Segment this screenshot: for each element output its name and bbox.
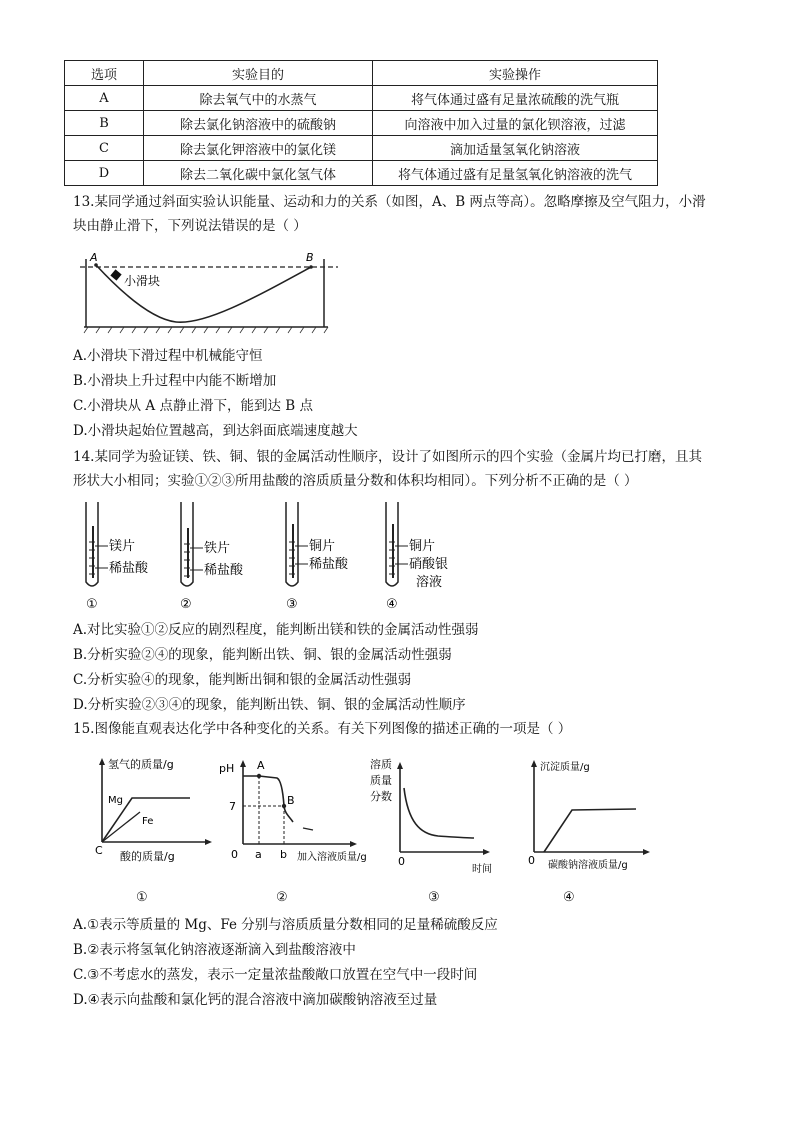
- block-label: 小滑块: [124, 274, 161, 288]
- table-cell: 除去氧气中的水蒸气: [144, 86, 373, 111]
- q14-option-d: D.分析实验②③④的现象，能判断出铁、铜、银的金属活动性顺序: [73, 697, 466, 713]
- graph-1-number: ①: [136, 890, 148, 905]
- graph-3-curve: [404, 788, 474, 838]
- graph-2-curve: [243, 776, 293, 822]
- q13-option-d: D.小滑块起始位置越高，到达斜面底端速度越大: [73, 423, 358, 439]
- point-b-label: B: [306, 251, 314, 264]
- options-table: [64, 60, 658, 186]
- tube-3-solution: 稀盐酸: [309, 557, 349, 572]
- graph-2-tail: [303, 828, 313, 830]
- graph-4-curve: [544, 809, 636, 852]
- q14-option-c: C.分析实验④的现象，能判断出铜和银的金属活动性强弱: [73, 672, 412, 688]
- tube-4-metal: 铜片: [409, 539, 436, 554]
- graph-1-line-fe: [102, 812, 140, 842]
- graph-3-ylabel-1: 溶质: [370, 758, 392, 771]
- q15-option-d: D.④表示向盐酸和氯化钙的混合溶液中滴加碳酸钠溶液至过量: [73, 992, 438, 1008]
- test-tubes-figure: [76, 498, 456, 613]
- graph-2: [215, 752, 375, 877]
- test-tube-4: [386, 502, 448, 612]
- graph-1-mg-label: Mg: [108, 795, 123, 806]
- graph-3-ylabel-3: 分数: [370, 790, 392, 803]
- table-header: 选项: [65, 61, 144, 86]
- graph-1-ylabel: 氢气的质量/g: [108, 758, 174, 771]
- q15-option-a: A.①表示等质量的 Mg、Fe 分别与溶质质量分数相同的足量稀硫酸反应: [73, 917, 498, 933]
- q14-stem-line1: 14.某同学为验证镁、铁、铜、银的金属活动性顺序，设计了如图所示的四个实验（金属片均已打磨，且其: [73, 449, 702, 465]
- graph-4-number: ④: [563, 890, 575, 905]
- tube-1-solution: 稀盐酸: [109, 561, 149, 576]
- slider-block: [110, 269, 121, 280]
- test-tube-3: [286, 502, 349, 612]
- graph-2-tick-b: b: [280, 848, 287, 861]
- q13-option-b: B.小滑块上升过程中内能不断增加: [73, 373, 277, 389]
- table-header-row: [65, 61, 658, 86]
- graph-2-number: ②: [276, 890, 288, 905]
- graph-2-seven: 7: [229, 800, 236, 813]
- graph-3: [368, 752, 498, 877]
- table-cell: C: [65, 136, 144, 161]
- table-header: 实验操作: [373, 61, 658, 86]
- table-row: [65, 111, 658, 136]
- table-row: [65, 86, 658, 111]
- q15-option-b: B.②表示将氢氧化钠溶液逐渐滴入到盐酸溶液中: [73, 942, 356, 958]
- graph-4-ylabel: 沉淀质量/g: [540, 762, 590, 773]
- table-row: [65, 161, 658, 186]
- tube-2-number: ②: [180, 597, 192, 612]
- tube-4-solution-line2: 溶液: [416, 575, 443, 590]
- graph-1-origin: C: [95, 844, 103, 857]
- tube-4-number: ④: [386, 597, 398, 612]
- graph-1-fe-label: Fe: [142, 816, 154, 827]
- tube-1-number: ①: [86, 597, 98, 612]
- tube-2-solution: 稀盐酸: [204, 563, 244, 578]
- q14-option-a: A.对比实验①②反应的剧烈程度，能判断出镁和铁的金属活动性强弱: [73, 622, 479, 638]
- graph-2-label-b: B: [287, 794, 295, 807]
- q14-stem-line2: 形状大小相同；实验①②③所用盐酸的溶质质量分数和体积均相同）。下列分析不正确的是（ ）: [73, 473, 638, 489]
- table-cell: D: [65, 161, 144, 186]
- table-cell: A: [65, 86, 144, 111]
- tube-4-solution: 硝酸银: [409, 557, 449, 572]
- graph-2-label-a: A: [257, 759, 265, 772]
- graph-3-xlabel: 时间: [472, 864, 492, 875]
- q13-option-c: C.小滑块从 A 点静止滑下，能到达 B 点: [73, 398, 313, 414]
- table-header: 实验目的: [144, 61, 373, 86]
- table-cell: 除去氯化钾溶液中的氯化镁: [144, 136, 373, 161]
- tube-3-metal: 铜片: [309, 539, 336, 554]
- graph-4-xlabel: 碳酸钠溶液质量/g: [548, 860, 628, 871]
- table-cell: B: [65, 111, 144, 136]
- graph-4: [520, 752, 660, 877]
- point-a-label: A: [90, 251, 98, 264]
- q13-stem-line2: 块由静止滑下，下列说法错误的是（ ）: [73, 218, 307, 234]
- graph-3-origin: 0: [398, 855, 405, 868]
- graph-4-origin: 0: [528, 854, 535, 867]
- table-cell: 向溶液中加入过量的氯化钡溶液，过滤: [373, 111, 658, 136]
- graph-1: [90, 752, 220, 877]
- table-row: [65, 136, 658, 161]
- ground-hatch: [84, 327, 328, 333]
- test-tube-2: [180, 502, 244, 612]
- point-b-dot: [309, 265, 313, 269]
- graph-1-xlabel: 酸的质量/g: [120, 850, 175, 863]
- tube-1-metal: 镁片: [109, 539, 136, 554]
- slope-figure: [76, 247, 338, 335]
- q15-option-c: C.③不考虑水的蒸发，表示一定量浓盐酸敞口放置在空气中一段时间: [73, 967, 478, 983]
- table-cell: 滴加适量氢氧化钠溶液: [373, 136, 658, 161]
- tube-3-number: ③: [286, 597, 298, 612]
- q13-stem-line1: 13.某同学通过斜面实验认识能量、运动和力的关系（如图，A、B 两点等高）。忽略摩擦及空气阻力，小滑: [73, 194, 706, 210]
- table-cell: 除去氯化钠溶液中的硫酸钠: [144, 111, 373, 136]
- graph-2-tick-a: a: [255, 848, 262, 861]
- graph-2-ylabel: pH: [219, 762, 235, 775]
- table-cell: 除去二氧化碳中氯化氢气体: [144, 161, 373, 186]
- graph-3-ylabel-2: 质量: [370, 774, 392, 787]
- q14-option-b: B.分析实验②④的现象，能判断出铁、铜、银的金属活动性强弱: [73, 647, 452, 663]
- graph-3-number: ③: [428, 890, 440, 905]
- q13-option-a: A.小滑块下滑过程中机械能守恒: [73, 348, 263, 364]
- table-cell: 将气体通过盛有足量浓硫酸的洗气瓶: [373, 86, 658, 111]
- test-tube-1: [86, 502, 149, 612]
- graph-2-origin: 0: [231, 848, 238, 861]
- q15-stem: 15.图像能直观表达化学中各种变化的关系。有关下列图像的描述正确的一项是（ ）: [73, 721, 572, 737]
- table-cell: 将气体通过盛有足量氢氧化钠溶液的洗气: [373, 161, 658, 186]
- graph-2-xlabel: 加入溶液质量/g: [297, 852, 367, 863]
- tube-2-metal: 铁片: [204, 541, 231, 556]
